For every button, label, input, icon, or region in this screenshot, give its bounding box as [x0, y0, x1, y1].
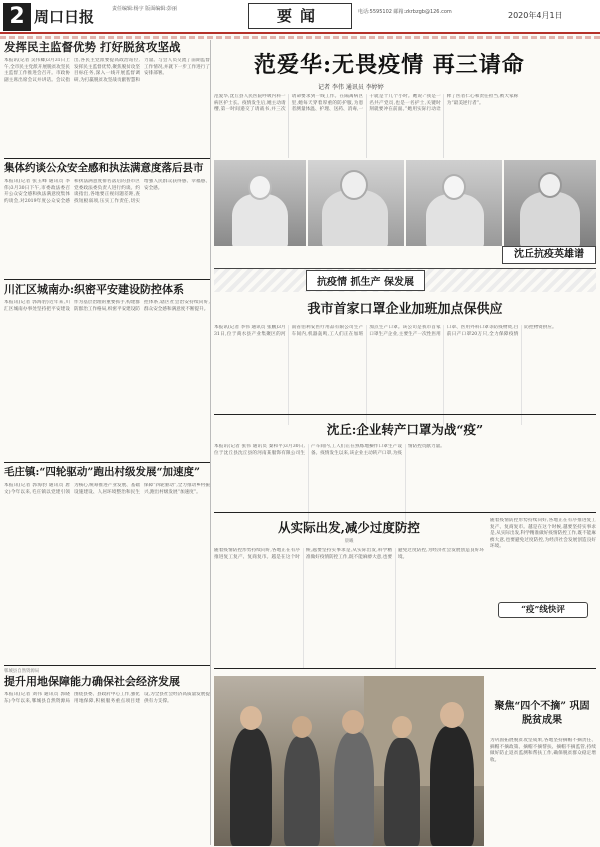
article-body: 本报讯(记者 张伟 通讯员 秦和平)3月30日,位于沈丘县沈丘县的河南某服饰有限公司生产车间内,工人们正在熟练地操作口罩生产设备。疫情发生以来,该企业主动转产口罩,为疫情防控贡献力量。: [214, 444, 445, 456]
left-article-3: [4, 282, 210, 462]
editor-left: 责任编辑:杨宇 版面编辑:彭丽: [112, 6, 177, 12]
bottom-right-body: 为巩固拓展脱贫攻坚成果,各地坚持摘帽不摘责任、摘帽不摘政策、摘帽不摘帮扶、摘帽不摘监管,持续做好防止返贫监测和帮扶工作,确保脱贫群众稳定增收。: [490, 738, 596, 763]
paper-name: 周口日报: [34, 8, 95, 26]
article-body: 随着疫情防控形势持续向好,各地正在有序推进复工复产、复商复市。越是在这个时候,越要坚持实事求是,从实际出发,科学精准做好疫情防控工作,既不能麻痹大意,也要避免过度防控,为经济社会发展创造良好环境。: [214, 548, 484, 560]
article-body: 本报讯(记者 张玉峰 通讯员 李伟)3月30日下午,市委政法委召开公众安全感和执法满意度集体约谈会,对2019年度公众安全感和执法满意度排名落后的县市区党委政法委负责人进行约谈。约谈指出,各地要正视问题差距,查找短板弱项,压实工作责任,切实增强人民群众获得感、幸福感、安全感。: [4, 179, 210, 204]
page-number: 2: [3, 3, 31, 31]
resumption-article-2: [214, 420, 596, 522]
article-body: 本报讯(记者 李伟 通讯员 张鹏)3月31日,位于商水县产业集聚区的河南省佰利安医疗用品有限公司生产车间内,机器轰鸣,工人们正在加班加点生产口罩。该公司是我市首家口罩生产企业,主要生产一次性医用口罩、医用外科口罩等防疫物资,目前日产口罩20万只,全力保障疫情防控物资供应。: [214, 325, 557, 337]
main-byline: 记者 李伟 通讯员 李婷婷: [318, 84, 384, 91]
commentary-tag: “疫”线快评: [498, 602, 588, 618]
article-title: 发挥民主监督优势 打好脱贫攻坚战: [4, 40, 181, 54]
section-banner-title: 抗疫情 抓生产 保发展: [306, 270, 425, 291]
resumption-article-1: [214, 298, 596, 425]
left-column: [4, 40, 210, 838]
left-article-1: [4, 40, 210, 158]
article-title: 沈丘:企业转产口罩为战“疫”: [326, 422, 484, 437]
article-title: 川汇区城南办:织密平安建设防控体系: [4, 283, 185, 296]
article-title: 毛庄镇:“四轮驱动”跑出村级发展“加速度”: [4, 466, 201, 478]
left-article-2: [4, 161, 210, 279]
article-body: 本报讯(记者 吴伟卿)3月31日上午,全市民主党派开展脱贫攻坚民主监督工作推进会召开。市政协副主席出席会议并讲话。会议指出,各民主党派要提高政治站位,发挥民主监督优势,聚焦脱贫攻坚目标任务,深入一线开展监督调研,为打赢脱贫攻坚战贡献智慧和力量。与会人员交流了前期监督工作情况,并就下一步工作进行了安排部署。: [4, 58, 210, 83]
article-body: 本报讯(记者 郭海豹)近年来,川汇区城南办事处坚持把平安建设作为基层治理的重要抓手,构建群防群治工作格局,织密平安建设防控体系,辖区社会治安持续向好,群众安全感和满意度不断提升。: [4, 300, 210, 312]
left-article-4: [4, 465, 210, 665]
column-divider: [210, 40, 211, 845]
bottom-right-title: 聚焦“四个不摘” 巩固脱贫成果: [494, 701, 590, 726]
article-body-continued: 随着疫情防控形势持续向好,各地正在有序推进复工复产、复商复市。越是在这个时候,越要坚持实事求是,从实际出发,科学精准做好疫情防控工作,既不能麻痹大意,也要避免过度防控,为经济社会发展创造良好环境。: [490, 518, 596, 550]
photo-column-tag: 沈丘抗疫英雄谱: [502, 246, 596, 264]
editor-right: 电话:5595102 邮箱:zkrbzgb@126.com: [358, 9, 452, 15]
commentary-article: [214, 518, 484, 668]
photo-nurse-3: [406, 160, 502, 246]
main-photos: [214, 160, 596, 256]
article-title: 我市首家口罩企业加班加点保供应: [307, 302, 503, 317]
article-kicker: 郸城县自然资源局: [4, 669, 40, 674]
main-headline: 范爱华:无畏疫情 再三请命: [254, 52, 525, 78]
article-title: 集体约谈公众安全感和执法满意度落后县市: [4, 162, 204, 174]
bottom-photo: [214, 676, 484, 846]
article-title: 提升用地保障能力确保社会经济发展: [4, 675, 180, 688]
issue-date: 2020年4月1日: [508, 11, 563, 20]
article-body: 本报讯(记者 郭海豹 通讯员 唐文)今年以来,毛庄镇以党建引领为核心,统筹推进产业发展、基础设施建设、人居环境整治和民生保障“四轮驱动”,全力推动乡村振兴,跑出村级发展“加速度”。: [4, 483, 210, 495]
section-title: 要闻: [248, 3, 352, 29]
photo-nurse-1: [214, 160, 306, 246]
photo-nurse-2: [308, 160, 404, 246]
commentary-side: [490, 518, 596, 596]
article-author: 晨曦: [344, 539, 354, 544]
masthead-ornament: [0, 36, 600, 39]
photo-nurse-4: [504, 160, 596, 246]
left-article-5: [4, 668, 210, 838]
article-title: 从实际出发,减少过度防控: [278, 520, 420, 535]
article-body: 本报讯(记者 刘伟 通讯员 郭晓东)今年以来,郸城县自然资源局围绕县委、县政府中心工作,强化用地保障,积极服务重点项目建设,为全县社会经济高质量发展提供有力支撑。: [4, 692, 210, 704]
main-body: 范爱华,沈丘县人民医院呼吸内科一病区护士长。疫情发生后,她主动请缨,第一时间递交了请战书,并三次请命要求到一线工作。在隔离病区里,她每天穿着厚重的防护服,为患者测量体温、护理、送药、消毒,一干就是十几个小时。她说:“我是一名共产党员,也是一名护士,关键时刻就要冲在前面。”她用实际行动诠释了医者仁心和责任担当,被大家称为“最美逆行者”。: [214, 94, 519, 113]
